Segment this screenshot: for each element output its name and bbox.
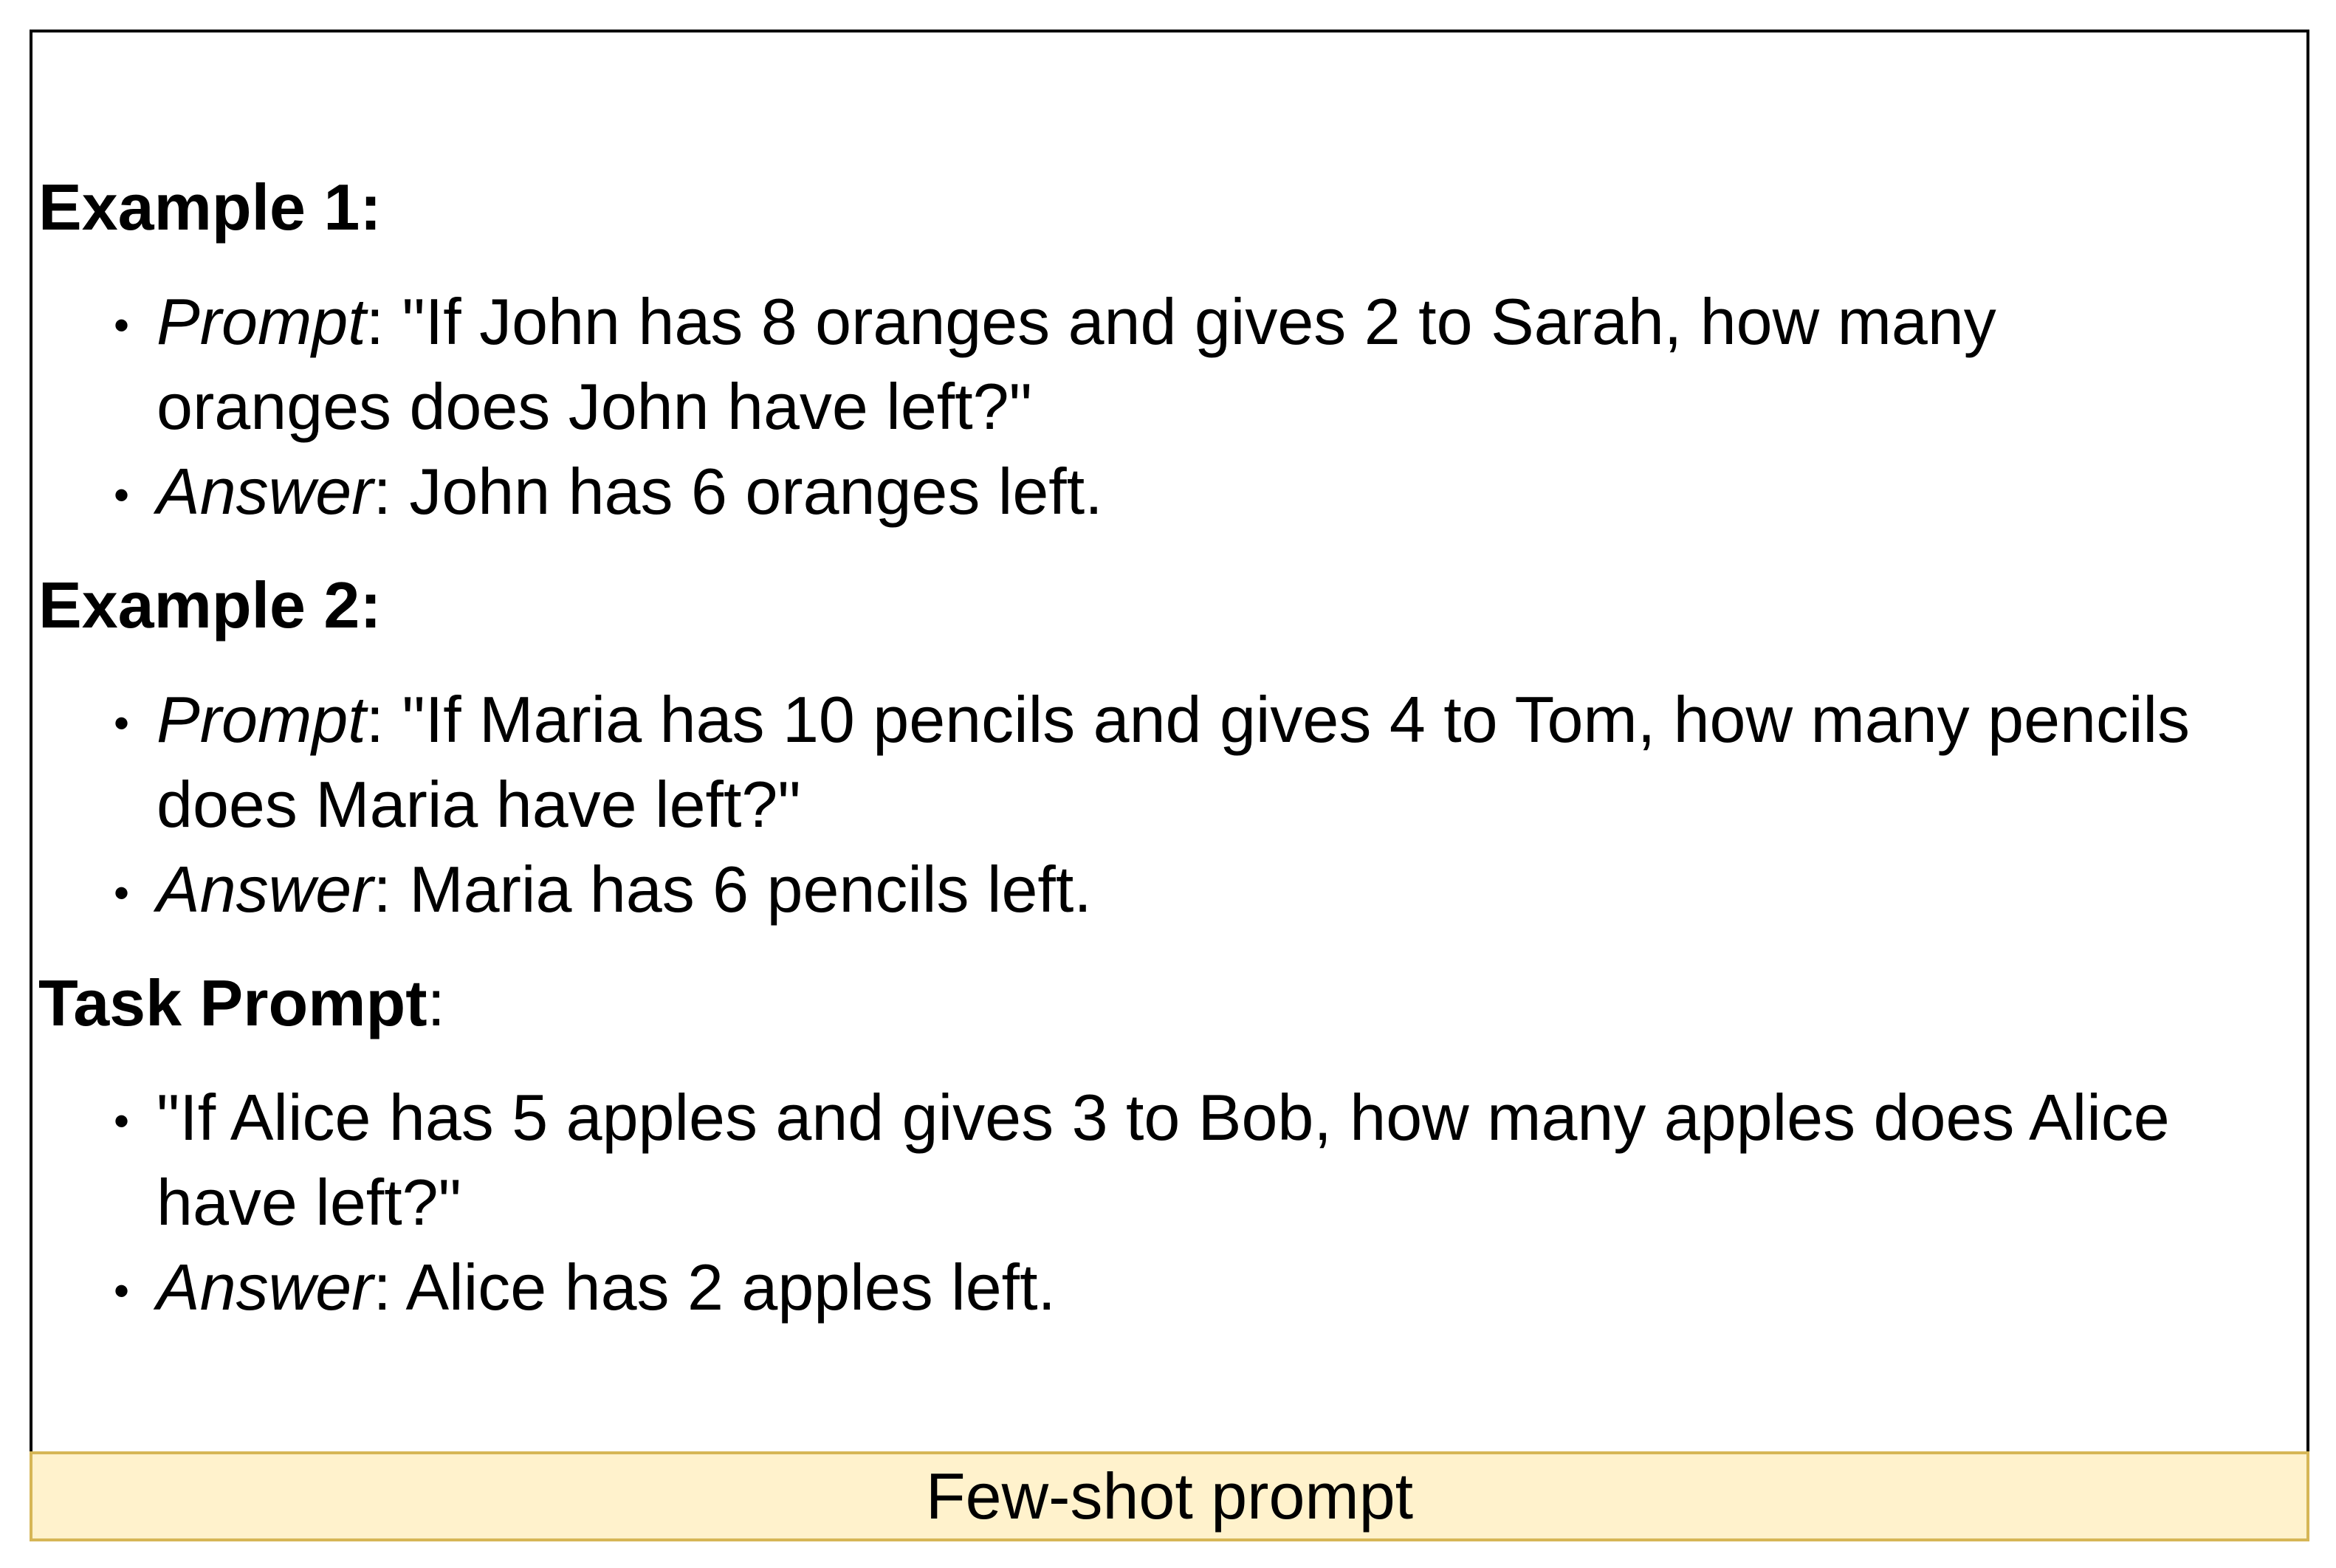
answer-text: Maria has 6 pencils left. xyxy=(409,853,1092,926)
task-answer: • Answer: Alice has 2 apples left. xyxy=(38,1245,2301,1330)
example-1-prompt: • Prompt: "If John has 8 oranges and gives 2 to Sarah, how many oranges does John have left?" xyxy=(38,279,2301,449)
bullet-icon: • xyxy=(114,1266,130,1316)
caption-text: Few-shot prompt xyxy=(925,1459,1414,1533)
prompt-box xyxy=(30,30,2309,1454)
prompt-text: "If John has 8 oranges and gives 2 to Sarah, how many oranges does John have left?" xyxy=(157,285,1996,443)
prompt-label: Prompt xyxy=(157,285,366,358)
prompt-label: Prompt xyxy=(157,683,366,756)
caption-bar xyxy=(30,1451,2309,1541)
example-1-heading: Example 1: xyxy=(38,171,382,244)
bullet-icon: • xyxy=(114,698,130,748)
answer-label: Answer xyxy=(157,1251,374,1324)
answer-label: Answer xyxy=(157,853,374,926)
example-2-list xyxy=(38,677,2301,932)
prompt-text: "If Maria has 10 pencils and gives 4 to Tom, how many pencils does Maria have left?" xyxy=(157,683,2191,841)
answer-label: Answer xyxy=(157,455,374,528)
example-1-answer: • Answer: John has 6 oranges left. xyxy=(38,449,2301,534)
answer-text: Alice has 2 apples left. xyxy=(405,1251,1056,1324)
bullet-icon: • xyxy=(114,300,130,350)
task-prompt-heading: Task Prompt: xyxy=(38,966,445,1039)
task-list xyxy=(38,1075,2301,1330)
bullet-icon: • xyxy=(114,1096,130,1146)
example-2-answer: • Answer: Maria has 6 pencils left. xyxy=(38,847,2301,932)
prompt-content xyxy=(38,167,2301,1361)
example-2-prompt: • Prompt: "If Maria has 10 pencils and gives 4 to Tom, how many pencils does Maria have left?" xyxy=(38,677,2301,847)
task-prompt xyxy=(38,1075,2301,1245)
task-prompt-text: "If Alice has 5 apples and gives 3 to Bob, how many apples does Alice have left?" xyxy=(157,1081,2170,1239)
example-2-heading: Example 2: xyxy=(38,568,382,642)
answer-text: John has 6 oranges left. xyxy=(409,455,1103,528)
bullet-icon: • xyxy=(114,868,130,918)
bullet-icon: • xyxy=(114,470,130,520)
example-1-list xyxy=(38,279,2301,534)
